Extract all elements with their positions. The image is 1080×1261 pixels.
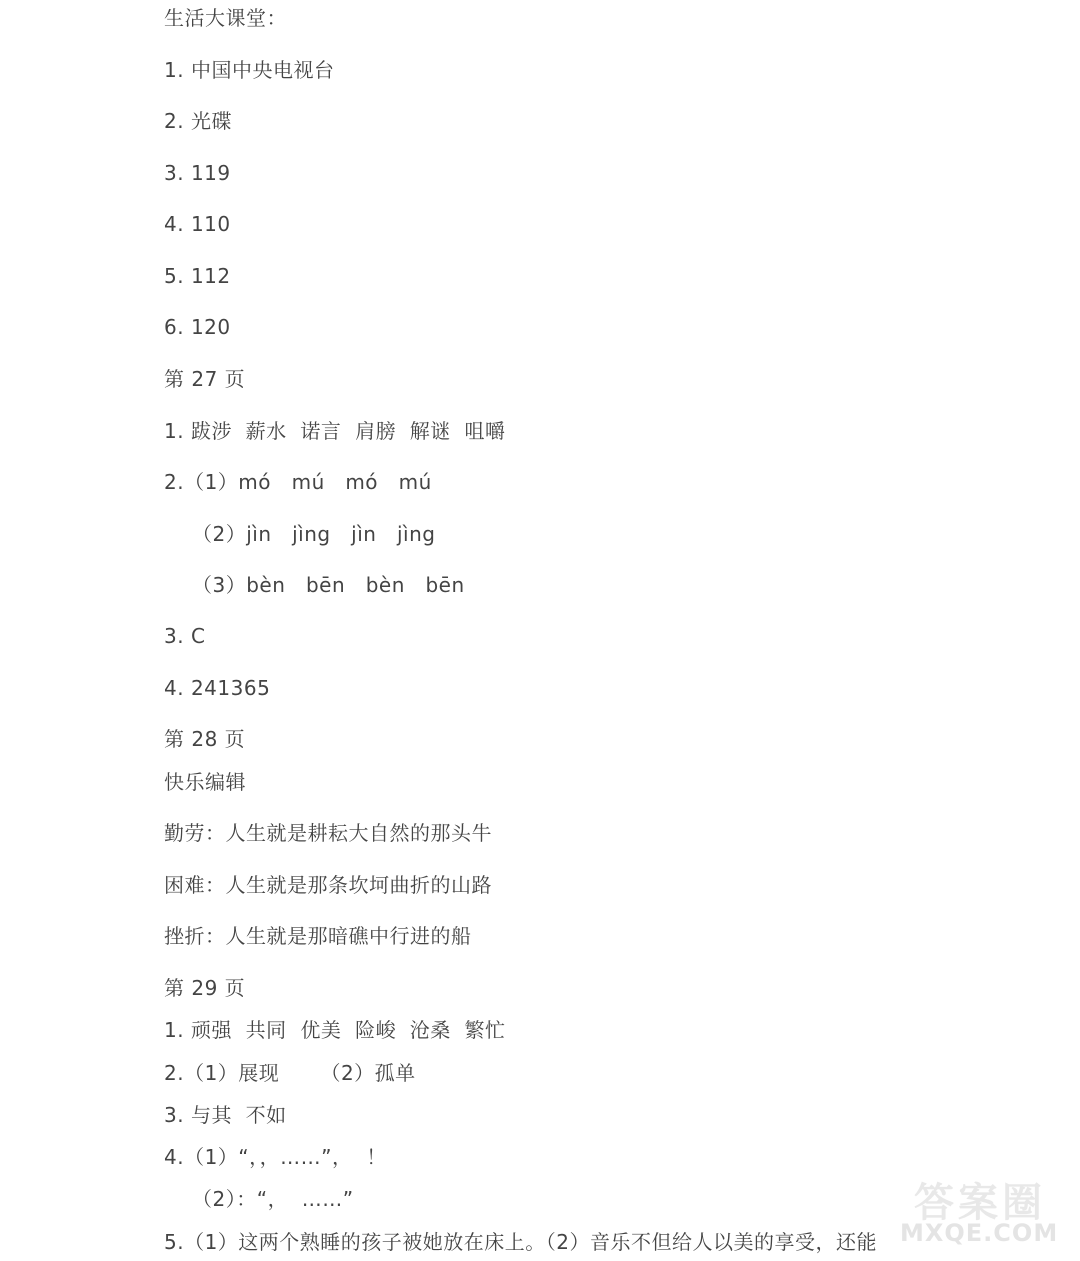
answer-line: 1. 中国中央电视台	[164, 58, 335, 82]
answer-line: 4. 110	[164, 212, 231, 236]
answer-line: 5.（1）这两个熟睡的孩子被她放在床上。（2）音乐不但给人以美的享受，还能	[164, 1230, 878, 1254]
answer-line: （2）：“， ……”	[192, 1187, 354, 1211]
answer-line: 勤劳：人生就是耕耘大自然的那头牛	[164, 821, 492, 845]
answer-line: （3）bèn bēn bèn bēn	[192, 573, 465, 597]
answer-line: 2. 光碟	[164, 109, 232, 133]
answer-line: 1. 跋涉 薪水 诺言 肩膀 解谜 咀嚼	[164, 419, 506, 443]
answer-line: 4.（1）“，，……”， ！	[164, 1145, 387, 1169]
answer-line: 1. 顽强 共同 优美 险峻 沧桑 繁忙	[164, 1018, 506, 1042]
section-heading-happy-edit: 快乐编辑	[164, 770, 246, 794]
page-heading-29: 第 29 页	[164, 976, 246, 1000]
page-heading-28: 第 28 页	[164, 727, 246, 751]
answer-line: 6. 120	[164, 315, 231, 339]
watermark-logo-text: 答案圈	[914, 1180, 1046, 1226]
answer-line: （2）jìn jìng jìn jìng	[192, 522, 436, 546]
answer-line: 困难：人生就是那条坎坷曲折的山路	[164, 873, 492, 897]
answer-line: 4. 241365	[164, 676, 271, 700]
answer-line: 5. 112	[164, 264, 231, 288]
section-heading-life-class: 生活大课堂：	[164, 6, 287, 30]
answer-line: 3. 119	[164, 161, 231, 185]
site-watermark	[900, 1171, 1070, 1253]
watermark-url: MXQE.COM	[900, 1219, 1059, 1247]
answer-line: 3. 与其 不如	[164, 1103, 287, 1127]
answer-line: 2.（1）展现 （2）孤单	[164, 1061, 416, 1085]
page-heading-27: 第 27 页	[164, 367, 246, 391]
answer-line: 2.（1）mó mú mó mú	[164, 470, 432, 494]
answer-line: 挫折：人生就是那暗礁中行进的船	[164, 924, 472, 948]
answer-line: 3. C	[164, 624, 206, 648]
